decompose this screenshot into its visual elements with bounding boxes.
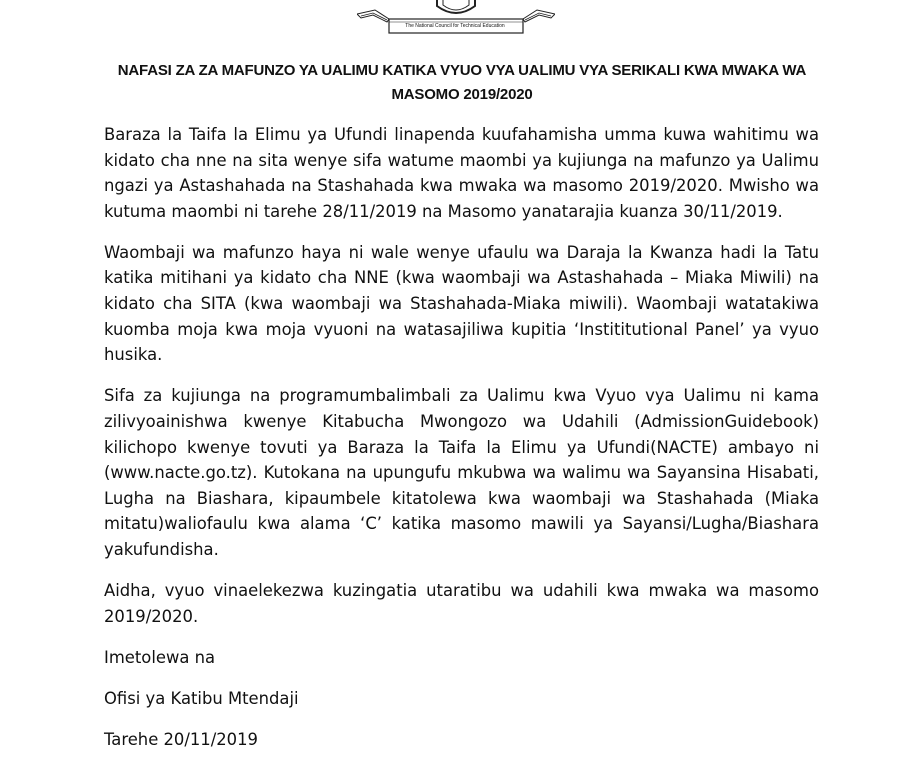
document-body [104,122,819,768]
paragraph-instruction: Aidha, vyuo vinaelekezwa kuzingatia utaratibu wa udahili kwa mwaka wa masomo 2019/2020. [104,581,819,626]
issue-date: Tarehe 20/11/2019 [104,729,258,749]
paragraph-invitation: Baraza la Taifa la Elimu ya Ufundi linapenda kuufahamisha umma kuwa wahitimu wa kidato cha nne na sita wenye sifa watume maombi ya kujiunga na mafunzo ya Ualimu ngazi ya Astashahada na Stashahada kwa mwaka wa masomo 2019/2020. Mwisho wa kutuma maombi ni tarehe 28/11/2019 na Masomo yanatarajia kuanza 30/11/2019. [104,125,819,221]
issuing-office: Ofisi ya Katibu Mtendaji [104,688,299,708]
paragraph-requirements: Sifa za kujiunga na programumbalimbali za Ualimu kwa Vyuo vya Ualimu ni kama zilivyoainishwa kwenye Kitabucha Mwongozo wa Udahili (AdmissionGuidebook) kilichopo kwenye tovuti ya Baraza la Taifa la Elimu ya Ufundi(NACTE) ambayo ni (www.nacte.go.tz). Kutokana na upungufu mkubwa wa walimu wa Sayansina Hisabati, Lugha na Biashara, kipaumbele kitatolewa kwa waombaji wa Stashahada (Miaka mitatu)waliofaulu kwa alama ‘C’ katika masomo mawili ya Sayansi/Lugha/Biashara yakufundisha. [104,386,819,559]
paragraph-eligibility: Waombaji wa mafunzo haya ni wale wenye ufaulu wa Daraja la Kwanza hadi la Tatu katika mitihani ya kidato cha NNE (kwa waombaji wa Astashahada – Miaka Miwili) na kidato cha SITA (kwa waombaji wa Stashahada-Miaka miwili). Waombaji watatakiwa kuomba moja kwa moja vyuoni na watasajiliwa kupitia ‘Instititutional Panel’ ya vyuo husika. [104,242,819,365]
logo-caption: The National Council for Technical Education [405,23,505,29]
issued-by: Imetolewa na [104,647,216,667]
document-title: NAFASI ZA ZA MAFUNZO YA UALIMU KATIKA VYUO VYA UALIMU VYA SERIKALI KWA MWAKA WA MASOMO 2019/2020 [117,62,807,103]
